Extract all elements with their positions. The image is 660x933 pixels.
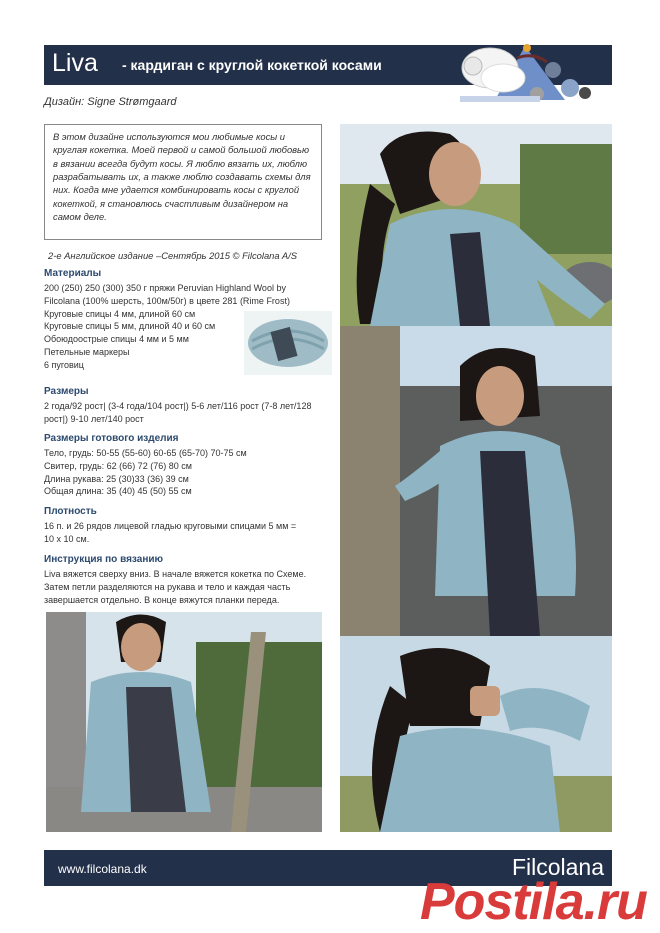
- designer-line: [44, 96, 177, 108]
- instructions-heading: Инструкция по вязанию: [44, 554, 164, 565]
- photo-girl-rock: [46, 612, 322, 832]
- instructions-line: Затем петли разделяются на рукава и тело и каждая часть: [44, 581, 291, 592]
- sizes-list: [44, 400, 334, 426]
- edition-line: 2-е Английское издание –Сентябрь 2015 © Filcolana A/S: [48, 250, 297, 261]
- materials-heading: Материалы: [44, 268, 102, 279]
- sizes-heading: Размеры: [44, 386, 89, 397]
- photo-girl-back: [340, 636, 612, 832]
- intro-text-box: В этом дизайне используются мои любимые косы и круглая кокетка. Моей первой и самой большой любовью в вязании всегда будут косы. Я люблю вязать их, люблю разрабатывать их, а также люблю создавать схемы для них. Когда мне удается комбинировать косы с круглой кокеткой, я становлюсь счастливым дизайнером на самом деле.: [44, 124, 322, 240]
- footer-brand: Filcolana: [511, 854, 604, 880]
- instructions-list: [44, 568, 334, 606]
- finished-line: Общая длина: 35 (40) 45 (50) 55 см: [44, 486, 192, 497]
- materials-line: Обоюдоострые спицы 4 мм и 5 мм: [44, 334, 189, 345]
- yarn-skein-photo: [244, 311, 332, 375]
- finished-line: Тело, грудь: 50-55 (55-60) 60-65 (65-70) 70-75 см: [44, 448, 247, 458]
- materials-line: Filcolana (100% шерсть, 100м/50г) в цвете 281 (Rime Frost): [44, 295, 290, 306]
- gauge-list: [44, 520, 334, 546]
- postila-watermark: Postila.ru: [420, 873, 647, 931]
- pattern-subtitle: - кардиган с круглой кокеткой косами: [122, 57, 382, 73]
- sizes-line: рост|) 9-10 лет/140 рост: [44, 413, 144, 424]
- footer-website-link[interactable]: www.filcolana.dk: [58, 862, 147, 876]
- finished-line: Длина рукава: 25 (30)33 (36) 39 см: [44, 473, 189, 484]
- gauge-line: 10 x 10 см.: [44, 533, 90, 544]
- designer-name: Signe Strømgaard: [87, 96, 177, 108]
- finished-list: [44, 447, 334, 498]
- instructions-line: Liva вяжется сверху вниз. В начале вяжется кокетка по Схеме.: [44, 569, 307, 579]
- materials-line: 6 пуговиц: [44, 359, 84, 370]
- gauge-line: 16 п. и 26 рядов лицевой гладью круговыми спицами 5 мм =: [44, 521, 297, 531]
- materials-line: Петельные маркеры: [44, 346, 130, 357]
- sizes-line: 2 года/92 рост| (3-4 года/104 рост|) 5-6 лет/116 рост (7-8 лет/128: [44, 401, 312, 411]
- designer-label: Дизайн:: [44, 96, 85, 108]
- pattern-title: Liva: [52, 49, 98, 77]
- finished-heading: Размеры готового изделия: [44, 433, 179, 444]
- yarn-sheep-illustration: [455, 38, 625, 108]
- finished-line: Свитер, грудь: 62 (66) 72 (76) 80 см: [44, 460, 192, 471]
- gauge-heading: Плотность: [44, 506, 97, 517]
- materials-line: Круговые спицы 5 мм, длиной 40 и 60 см: [44, 321, 216, 332]
- photo-girl-field: [340, 124, 612, 326]
- photo-girl-fence: [340, 326, 612, 636]
- materials-line: Круговые спицы 4 мм, длиной 60 см: [44, 308, 196, 319]
- materials-line: 200 (250) 250 (300) 350 г пряжи Peruvian Highland Wool by: [44, 283, 286, 293]
- instructions-line: завершается отдельно. В конце вяжутся планки переда.: [44, 594, 280, 605]
